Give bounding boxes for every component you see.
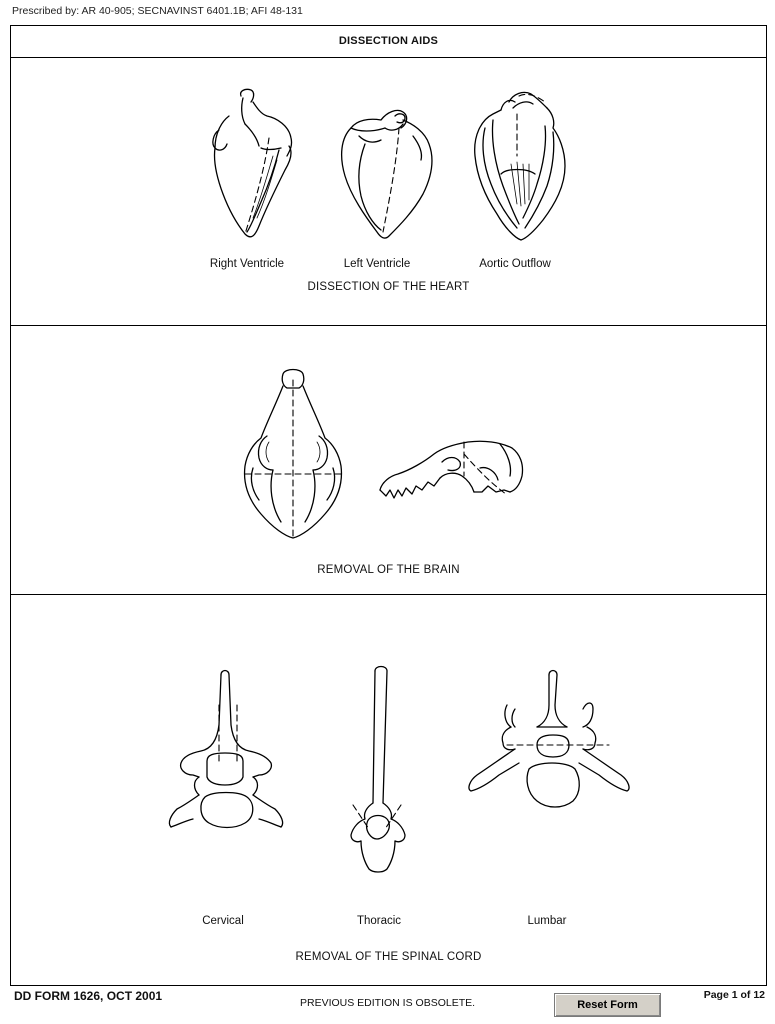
thoracic-vertebra-illustration [339,663,419,878]
skull-top-view-illustration [239,366,349,544]
cervical-label: Cervical [202,915,244,927]
left-ventricle-label: Left Ventricle [343,258,411,270]
form-title-row [11,26,766,57]
heart-section [11,57,766,325]
reset-form-button[interactable]: Reset Form [554,993,661,1017]
form-id: DD FORM 1626, OCT 2001 [14,989,163,1003]
brain-section [11,325,766,594]
aortic-outflow-label: Aortic Outflow [479,258,551,270]
left-ventricle-heart-illustration [329,98,439,248]
page-number: Page 1 of 12 [703,989,765,1001]
brain-section-caption: REMOVAL OF THE BRAIN [317,564,460,576]
right-ventricle-label: Right Ventricle [209,258,285,270]
aortic-outflow-heart-illustration [461,84,576,249]
cervical-vertebra-illustration [163,665,293,850]
thoracic-label: Thoracic [356,915,402,927]
lumbar-label: Lumbar [527,915,567,927]
skull-side-view-illustration [376,432,526,507]
spine-section-caption: REMOVAL OF THE SPINAL CORD [295,951,482,963]
edition-note: PREVIOUS EDITION IS OBSOLETE. [300,997,476,1009]
prescribed-by-text: Prescribed by: AR 40-905; SECNAVINST 6401.1B; AFI 48-131 [12,5,303,17]
form-frame [10,25,767,986]
form-title: DISSECTION AIDS [338,35,439,47]
spine-section [11,594,766,987]
heart-section-caption: DISSECTION OF THE HEART [307,281,470,293]
right-ventricle-heart-illustration [201,86,301,251]
lumbar-vertebra-illustration [463,665,643,840]
